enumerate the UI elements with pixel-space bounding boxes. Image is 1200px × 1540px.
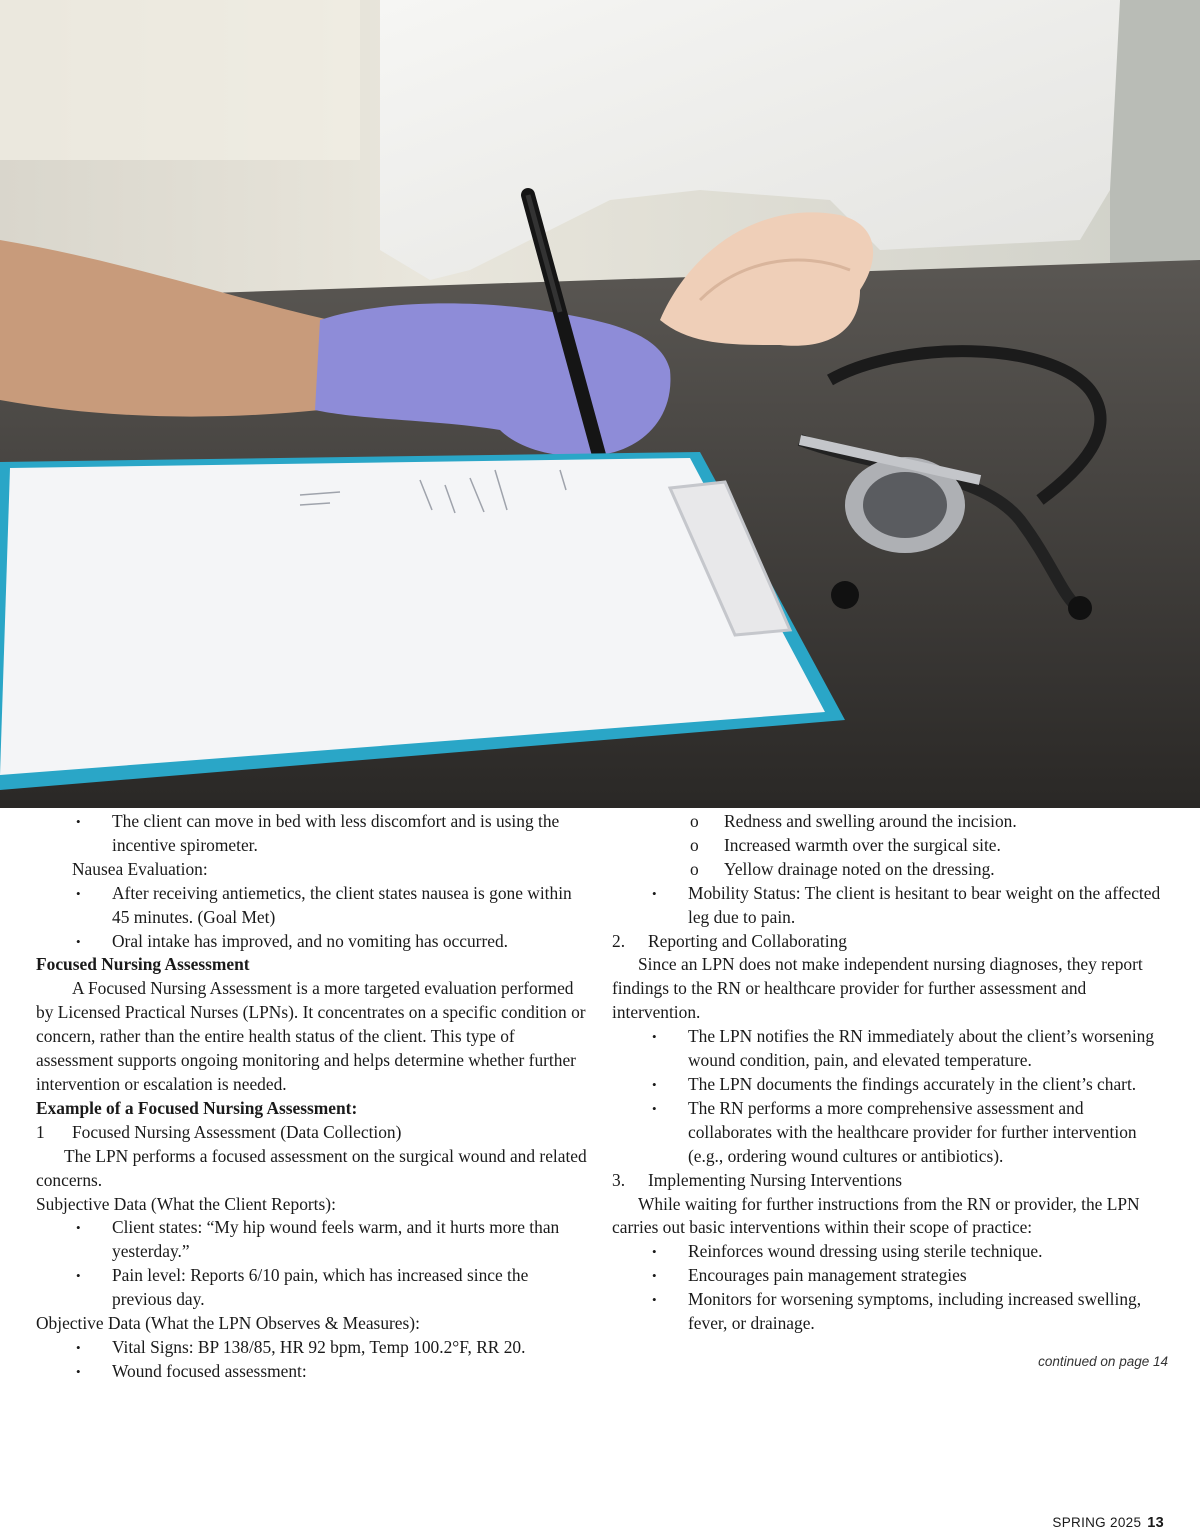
list-item: • Vital Signs: BP 138/85, HR 92 bpm, Temp 100.2°F, RR 20. [36,1336,592,1360]
step-3-title [612,1169,1168,1193]
step-2-list [612,1025,1168,1168]
nausea-list [36,882,592,954]
step-label: Reporting and Collaborating [648,930,847,951]
list-item: • Encourages pain management strategies [612,1264,1168,1288]
list-item: o Increased warmth over the surgical site. [612,834,1168,858]
wound-findings-list [612,810,1168,882]
step-2-title [612,930,1168,954]
subjective-data-list [36,1216,592,1312]
page-footer [1052,1515,1164,1531]
example-heading: Example of a Focused Nursing Assessment: [36,1097,358,1118]
nausea-evaluation-label: Nausea Evaluation: [72,858,208,879]
pain-outcome-list [36,810,592,858]
page-number: 13 [1147,1515,1164,1531]
list-item: • Client states: “My hip wound feels warm, and it hurts more than yesterday.” [36,1216,592,1264]
step-3-list [612,1240,1168,1336]
list-item: o Yellow drainage noted on the dressing. [612,858,1168,882]
list-item: • The RN performs a more comprehensive assessment and collaborates with the healthcare provider for further intervention (e.g., ordering wound cultures or antibiotics). [612,1097,1168,1169]
step-1-paragraph: The LPN performs a focused assessment on the surgical wound and related concerns. [36,1145,587,1190]
article-left-column [36,810,592,1384]
list-item: • Reinforces wound dressing using sterile technique. [612,1240,1168,1264]
step-number: 1 [36,1121,45,1142]
subjective-data-label: Subjective Data (What the Client Reports): [36,1193,336,1214]
list-item: o Redness and swelling around the incision. [612,810,1168,834]
list-item: • The LPN documents the findings accurately in the client’s chart. [612,1073,1168,1097]
list-item: • The LPN notifies the RN immediately about the client’s worsening wound condition, pain, and elevated temperature. [612,1025,1168,1073]
step-label: Implementing Nursing Interventions [648,1169,903,1190]
continued-note[interactable]: continued on page 14 [1038,1353,1168,1369]
mobility-list [612,882,1168,930]
objective-data-label: Objective Data (What the LPN Observes & Measures): [36,1313,420,1334]
issue-label: SPRING 2025 [1052,1515,1142,1530]
focused-assessment-paragraph: A Focused Nursing Assessment is a more targeted evaluation performed by Licensed Practical Nurses (LPNs). It concentrates on a specific condition or concern, rather than the entire health status of the client. This type of assessment supports ongoing monitoring and helps determine whether further intervention or escalation is needed. [36,978,586,1094]
focused-assessment-heading: Focused Nursing Assessment [36,954,250,975]
continued-wrapper [612,1336,1168,1376]
list-item: • Monitors for worsening symptoms, including increased swelling, fever, or drainage. [612,1288,1168,1336]
step-number: 2. [612,930,626,951]
step-1-title [36,1121,592,1145]
list-item: • The client can move in bed with less discomfort and is using the incentive spirometer. [36,810,592,858]
list-item: • Oral intake has improved, and no vomiting has occurred. [36,930,592,954]
list-item: • Wound focused assessment: [36,1360,592,1384]
list-item: • Mobility Status: The client is hesitant to bear weight on the affected leg due to pain. [612,882,1168,930]
step-3-paragraph: While waiting for further instructions from the RN or provider, the LPN carries out basic interventions within their scope of practice: [612,1193,1140,1238]
objective-data-list [36,1336,592,1384]
step-number: 3. [612,1169,626,1190]
list-item: • After receiving antiemetics, the client states nausea is gone within 45 minutes. (Goal Met) [36,882,592,930]
step-label: Focused Nursing Assessment (Data Collection) [72,1121,402,1142]
list-item: • Pain level: Reports 6/10 pain, which has increased since the previous day. [36,1264,592,1312]
step-2-paragraph: Since an LPN does not make independent nursing diagnoses, they report findings to the RN or healthcare provider for further assessment and intervention. [612,954,1143,1023]
article-right-column [612,810,1168,1376]
